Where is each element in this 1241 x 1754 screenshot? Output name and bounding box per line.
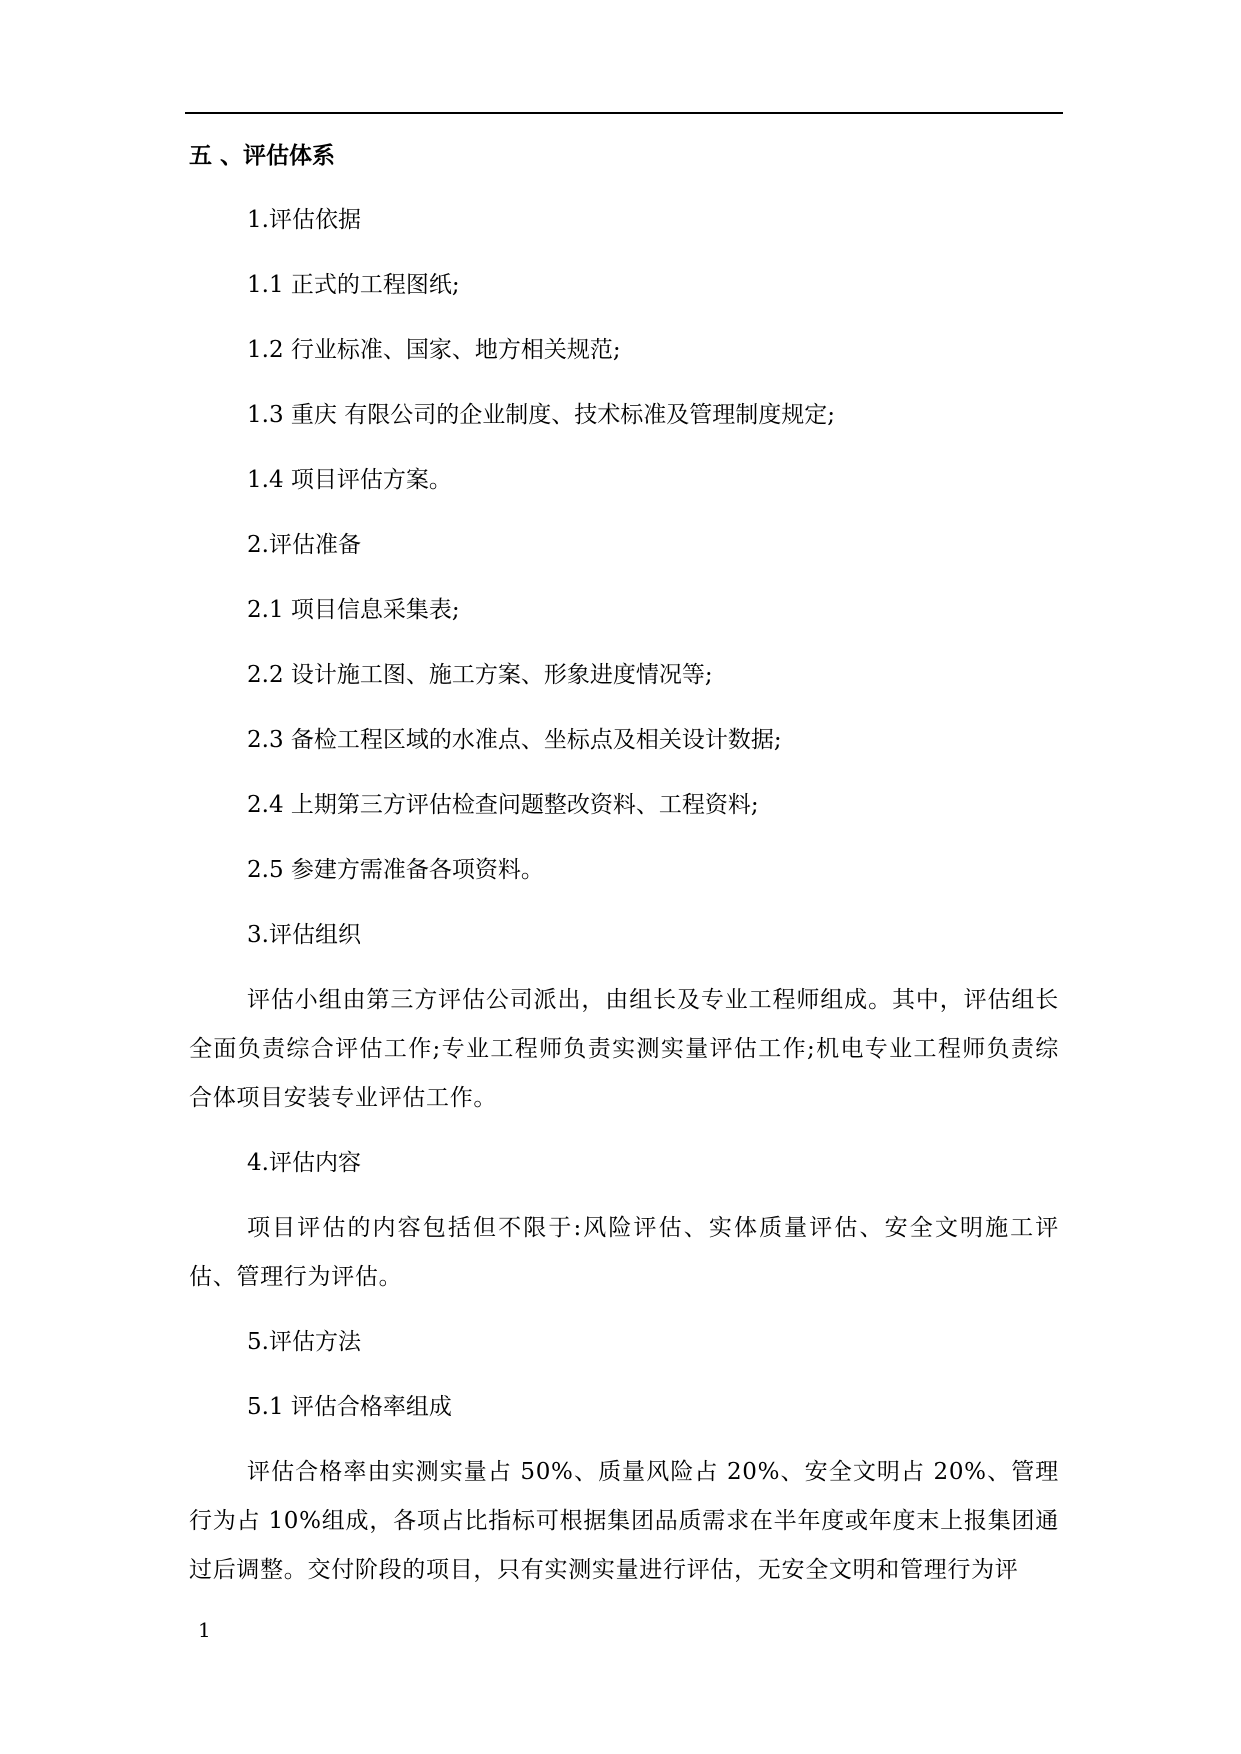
header-rule: [185, 112, 1063, 114]
list-item: 2.4 上期第三方评估检查问题整改资料、工程资料;: [247, 792, 759, 818]
list-item: 2.评估准备: [247, 532, 361, 558]
body-paragraph: 评估合格率由实测实量占 50%、质量风险占 20%、安全文明占 20%、管理行为占 10%组成，各项占比指标可根据集团品质需求在半年度或年度末上报集团通过后调整。交付阶段的项目，只有实测实量进行评估，无安全文明和管理行为评: [189, 1459, 1059, 1583]
list-item: 2.2 设计施工图、施工方案、形象进度情况等;: [247, 662, 713, 688]
list-item: 4.评估内容: [247, 1150, 361, 1176]
list-item: 5.1 评估合格率组成: [247, 1394, 452, 1420]
list-item: 2.1 项目信息采集表;: [247, 597, 460, 623]
section-heading: 五 、评估体系: [189, 143, 336, 169]
list-item: 3.评估组织: [247, 922, 361, 948]
list-item: 2.5 参建方需准备各项资料。: [247, 857, 544, 883]
section-content: [189, 196, 1059, 1595]
list-item: 1.3 重庆 有限公司的企业制度、技术标准及管理制度规定;: [247, 402, 835, 428]
list-item: 1.1 正式的工程图纸;: [247, 272, 460, 298]
document-body: [189, 132, 1059, 1611]
list-item: 1.2 行业标准、国家、地方相关规范;: [247, 337, 621, 363]
body-paragraph: 项目评估的内容包括但不限于:风险评估、实体质量评估、安全文明施工评估、管理行为评估。: [189, 1215, 1059, 1290]
page-number: 1: [198, 1618, 211, 1642]
body-paragraph: 评估小组由第三方评估公司派出，由组长及专业工程师组成。其中，评估组长全面负责综合评估工作;专业工程师负责实测实量评估工作;机电专业工程师负责综合体项目安装专业评估工作。: [189, 987, 1059, 1111]
list-item: 2.3 备检工程区域的水准点、坐标点及相关设计数据;: [247, 727, 782, 753]
list-item: 5.评估方法: [247, 1329, 361, 1355]
list-item: 1.4 项目评估方案。: [247, 467, 452, 493]
list-item: 1.评估依据: [247, 207, 361, 233]
